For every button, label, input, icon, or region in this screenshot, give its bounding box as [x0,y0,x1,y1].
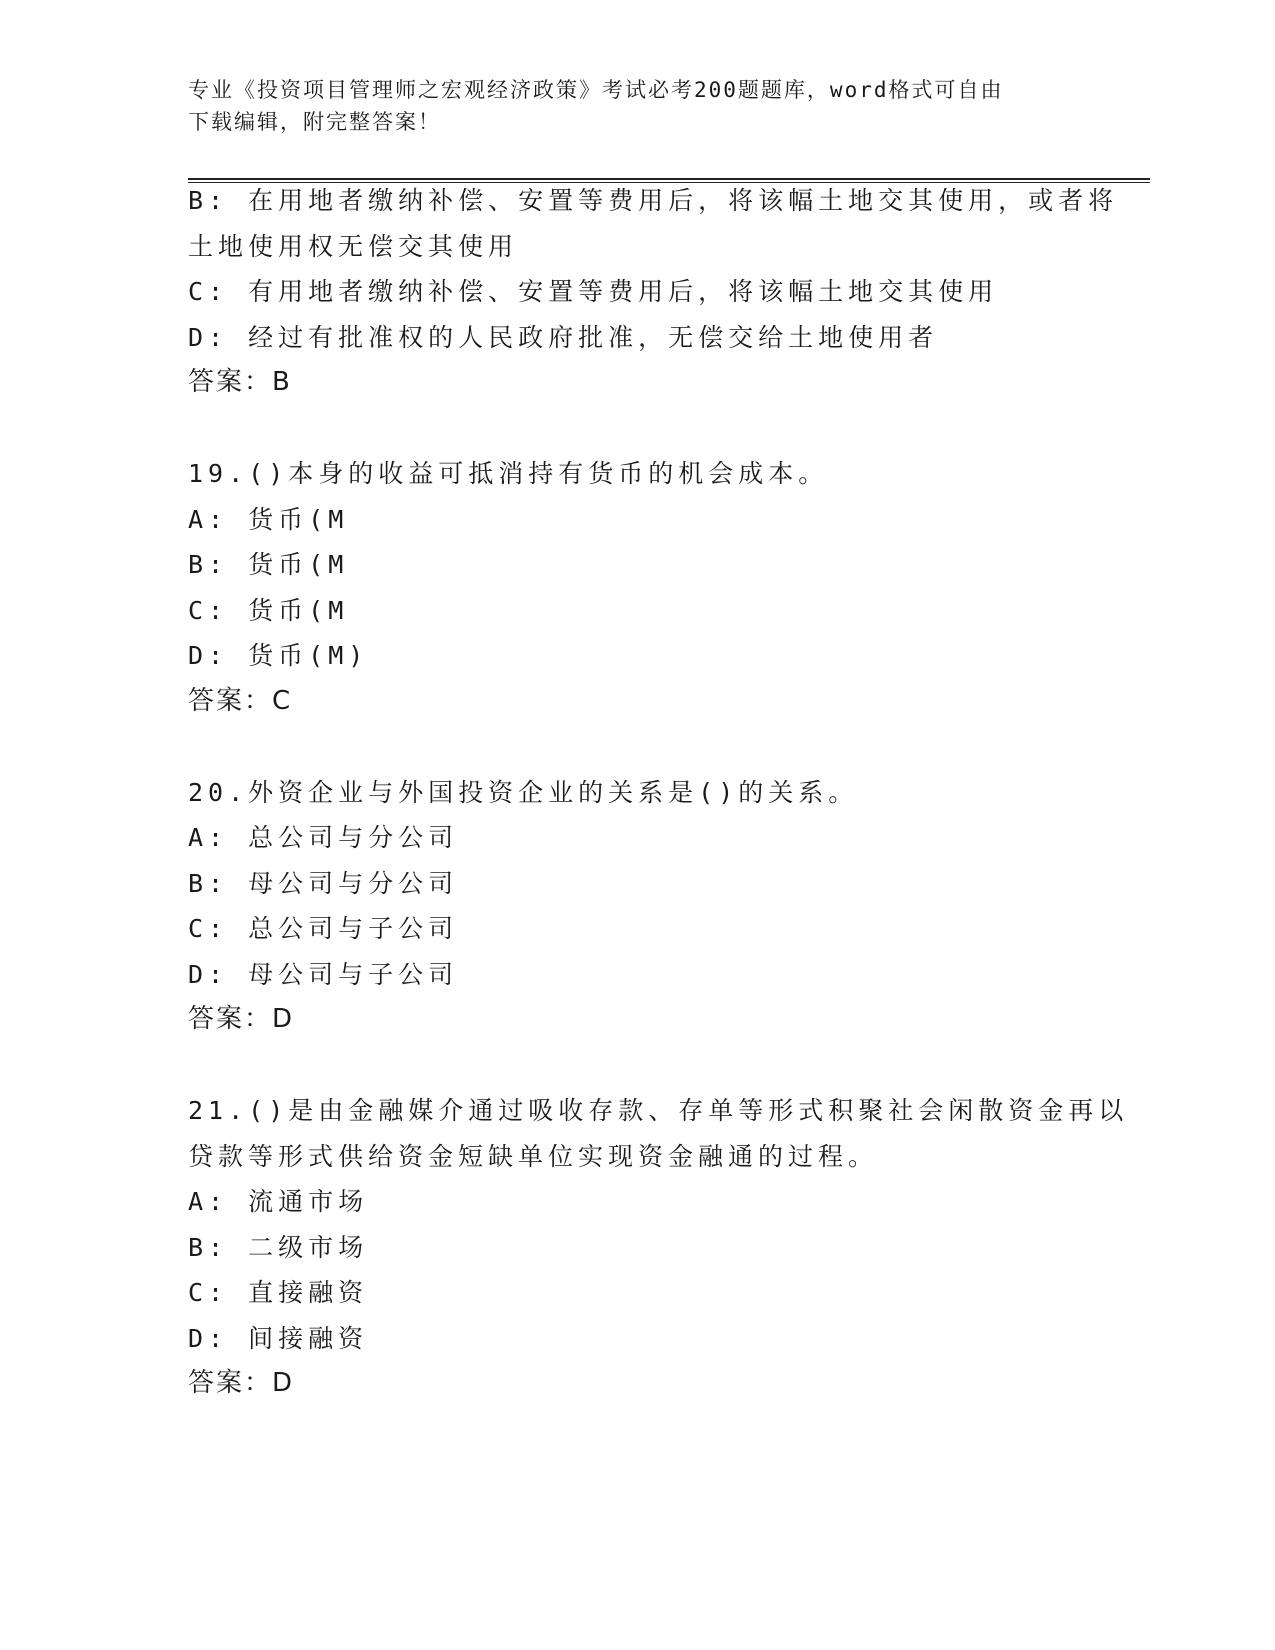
question-content [188,178,1129,1407]
answer: 答案：D [188,1004,295,1034]
option-b: B: 二级市场 [188,1232,369,1262]
option-a: A: 流通市场 [188,1187,369,1216]
question-stem-line-2: 贷款等形式供给资金短缺单位实现资金融通的过程。 [188,1141,879,1171]
document-header [188,74,1068,138]
answer: 答案：C [188,685,293,716]
option-d: D: 经过有批准权的人民政府批准，无偿交给土地使用者 [188,322,939,352]
option-b: B: 货币(M [188,550,349,579]
option-b-line-1: B: 在用地者缴纳补偿、安置等费用后，将该幅土地交其使用，或者将 [188,186,1119,215]
question-stem: 20.外资企业与外国投资企业的关系是()的关系。 [188,777,859,807]
header-line-1: 专业《投资项目管理师之宏观经济政策》考试必考200题题库，word格式可自由 [188,78,1004,102]
question-stem: 19.()本身的收益可抵消持有货币的机会成本。 [188,459,829,488]
answer: 答案：D [188,1368,295,1398]
option-c: C: 直接融资 [188,1278,369,1307]
option-d: D: 间接融资 [188,1323,369,1353]
option-d: D: 母公司与子公司 [188,959,459,989]
option-c: C: 货币(M [188,595,349,625]
option-d: D: 货币(M) [188,641,369,670]
option-b: B: 母公司与分公司 [188,868,459,898]
question-stem-line-1: 21.()是由金融媒介通过吸收存款、存单等形式积聚社会闲散资金再以 [188,1096,1129,1125]
spacer [188,406,1088,452]
question-20 [188,770,1088,1043]
header-line-2: 下载编辑，附完整答案！ [188,110,441,134]
question-18-continued [188,178,1119,406]
option-c: C: 总公司与子公司 [188,914,459,943]
spacer [188,1043,1088,1089]
spacer [188,724,1088,770]
option-c: C: 有用地者缴纳补偿、安置等费用后，将该幅土地交其使用 [188,277,999,306]
option-a: A: 总公司与分公司 [188,823,459,852]
question-19 [188,451,1088,724]
option-b-line-2: 土地使用权无偿交其使用 [188,231,519,261]
option-a: A: 货币(M [188,504,349,534]
question-21 [188,1088,1129,1407]
answer: 答案：B [188,367,292,397]
